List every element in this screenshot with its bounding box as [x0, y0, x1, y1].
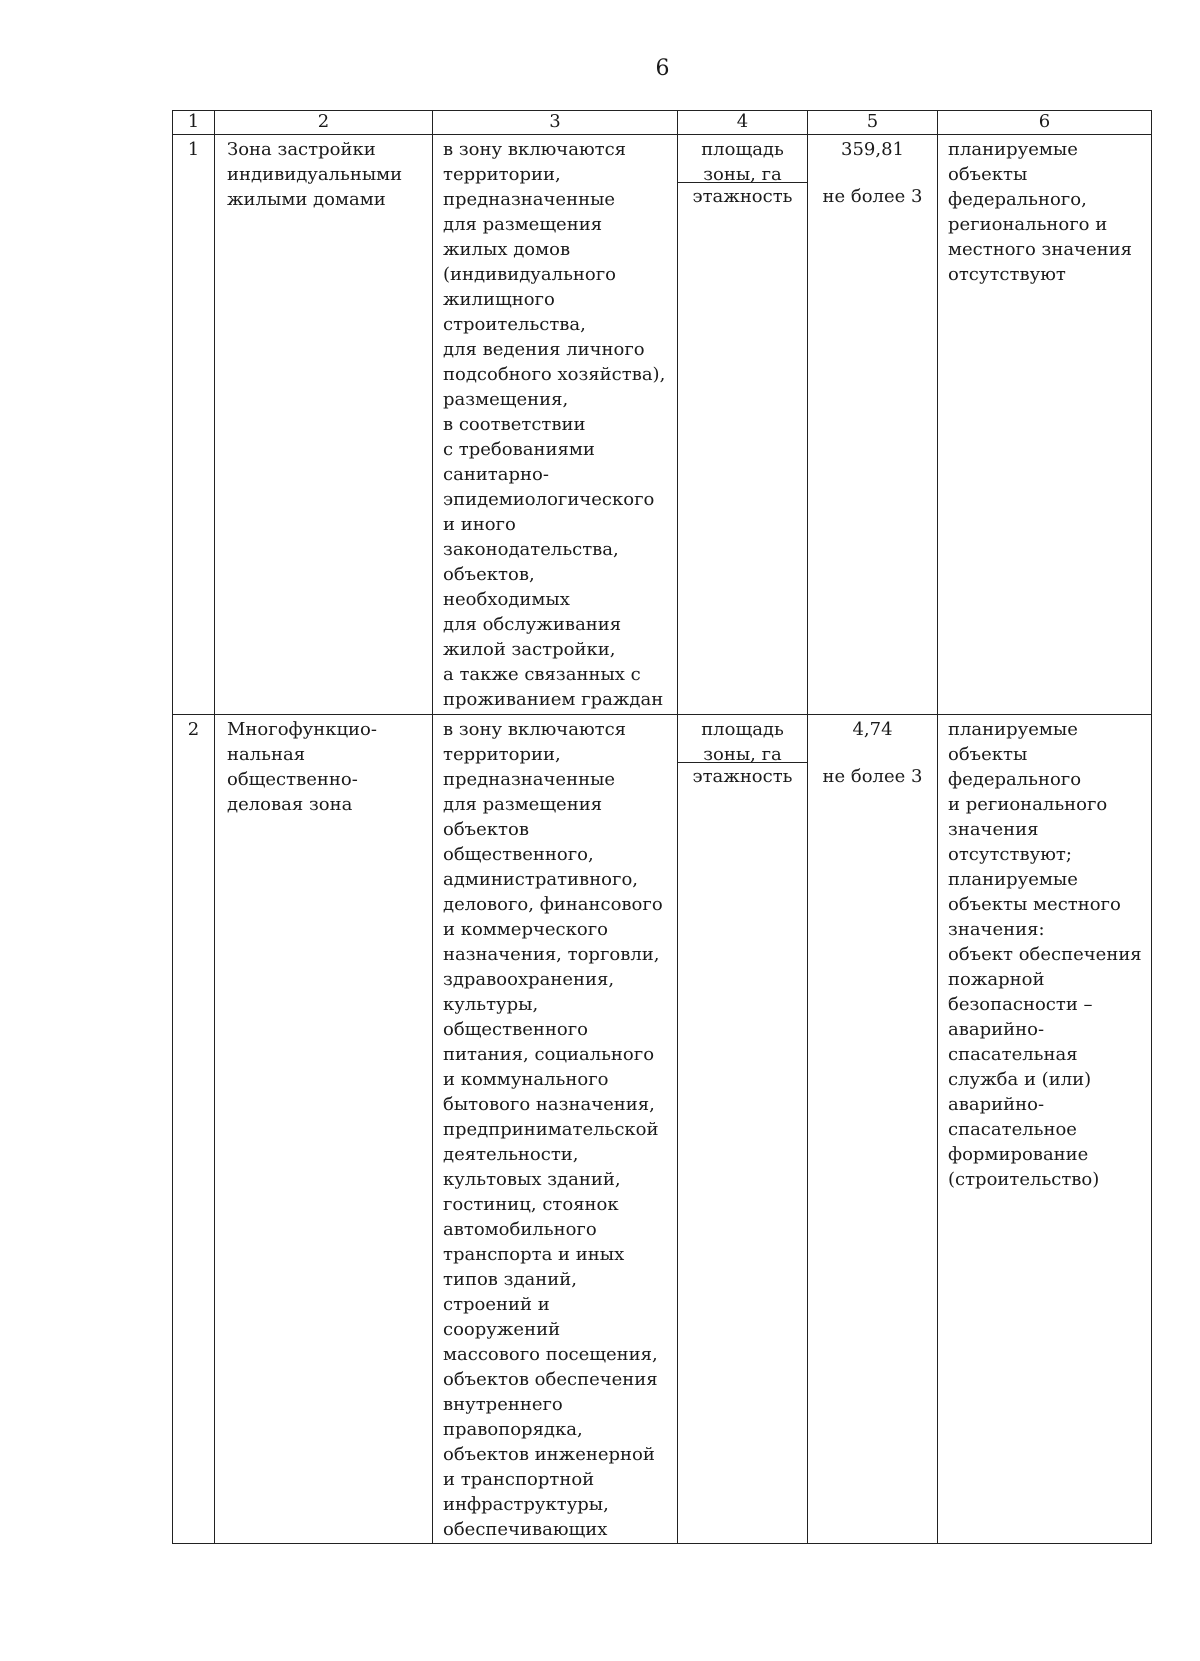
parameter-floors-label: этажность: [692, 186, 793, 207]
parameter-area-label: площадь зоны, га: [678, 135, 807, 183]
row-number: 1: [173, 135, 215, 715]
header-cell: 1: [173, 111, 215, 135]
page-number: 6: [655, 56, 670, 81]
zone-name: Зона застройки индивидуальными жилыми домами: [215, 135, 433, 715]
header-cell: 2: [215, 111, 433, 135]
value-floors: не более 3: [822, 186, 923, 207]
header-cell: 4: [678, 111, 808, 135]
parameter-area-label: площадь зоны, га: [678, 715, 807, 763]
zone-values: [808, 715, 938, 1544]
value-area: 359,81: [841, 139, 904, 160]
table-header-row: [173, 111, 1152, 135]
zones-table: [172, 110, 1152, 1544]
value-area: 4,74: [852, 719, 893, 740]
zone-parameters: [678, 715, 808, 1544]
table-row: [173, 715, 1152, 1544]
header-cell: 5: [808, 111, 938, 135]
row-number: 2: [173, 715, 215, 1544]
zone-description: в зону включаются территории, предназначенные для размещения жилых домов (индивидуального жилищного строительства, для ведения личного подсобного хозяйства), размещения, в соответствии с требованиями санитарно- эпидемиологического и иного законодательства, объектов, необходимых для обслуживания жилой застройки, а также связанных с проживанием граждан: [433, 135, 678, 715]
value-floors: не более 3: [822, 766, 923, 787]
zone-name: Многофункцио- нальная общественно- деловая зона: [215, 715, 433, 1544]
table-row: [173, 135, 1152, 715]
parameter-floors-label: этажность: [692, 766, 793, 787]
zone-description: в зону включаются территории, предназначенные для размещения объектов общественного, административного, делового, финансового и коммерческого назначения, торговли, здравоохранения, культуры, общественного питания, социального и коммунального бытового назначения, предпринимательской деятельности, культовых зданий, гостиниц, стоянок автомобильного транспорта и иных типов зданий, строений и сооружений массового посещения, объектов обеспечения внутреннего правопорядка, объектов инженерной и транспортной инфраструктуры, обеспечивающих: [433, 715, 678, 1544]
header-cell: 3: [433, 111, 678, 135]
header-cell: 6: [938, 111, 1152, 135]
planned-objects-note: планируемые объекты федерального и регионального значения отсутствуют; планируемые объекты местного значения: объект обеспечения пожарной безопасности – аварийно- спасательная служба и (или) аварийно- спасательное формирование (строительство): [938, 715, 1152, 1544]
zone-values: [808, 135, 938, 715]
planned-objects-note: планируемые объекты федерального, регионального и местного значения отсутствуют: [938, 135, 1152, 715]
zone-parameters: [678, 135, 808, 715]
